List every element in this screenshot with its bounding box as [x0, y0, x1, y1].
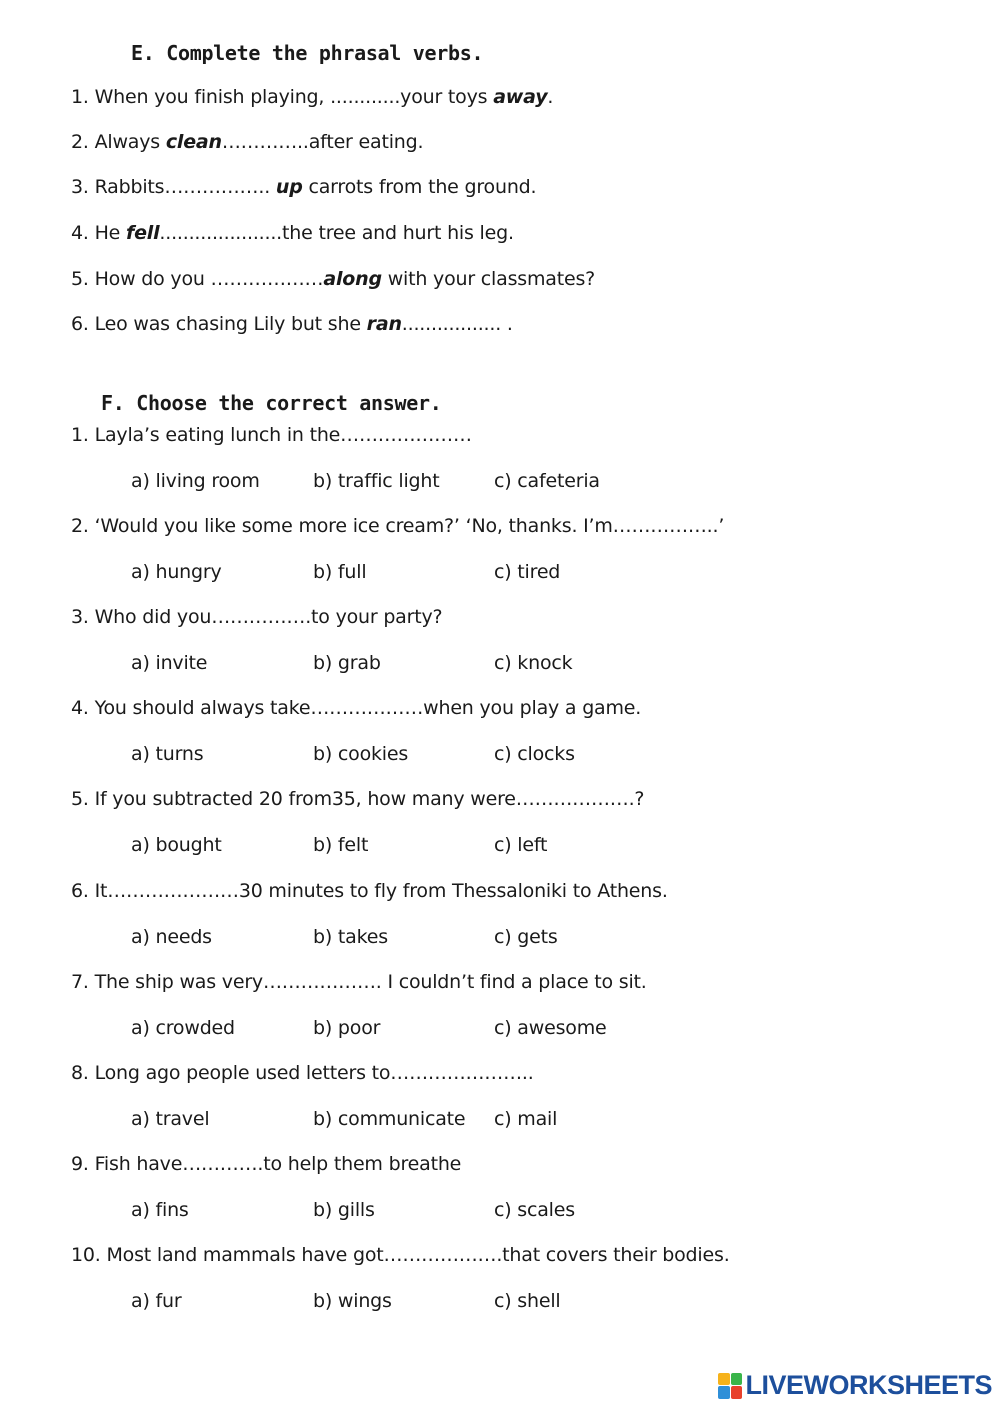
- answer-option[interactable]: c) knock: [494, 652, 573, 674]
- question-4: 4. You should always take………………when you play a game.: [71, 697, 642, 719]
- e-item-num: 2.: [71, 131, 95, 153]
- question-2: 2. ‘Would you like some more ice cream?’ ‘No, thanks. I’m……………..’: [71, 515, 725, 537]
- answer-option[interactable]: a) fins: [131, 1199, 189, 1221]
- question-5: 5. If you subtracted 20 from35, how many were……………….?: [71, 788, 645, 810]
- answer-option[interactable]: c) cafeteria: [494, 470, 600, 492]
- answer-option[interactable]: a) needs: [131, 926, 212, 948]
- e-item-num: 4.: [71, 222, 95, 244]
- answer-option[interactable]: c) left: [494, 834, 548, 856]
- answer-option[interactable]: b) cookies: [313, 743, 409, 765]
- e-item-text: How do you ………………: [94, 268, 324, 290]
- e-item-text: .: [547, 86, 554, 108]
- answer-option[interactable]: c) gets: [494, 926, 558, 948]
- question-8: 8. Long ago people used letters to…………………..: [71, 1062, 534, 1084]
- answer-option[interactable]: a) turns: [131, 743, 204, 765]
- answer-option[interactable]: b) felt: [313, 834, 369, 856]
- answer-option[interactable]: c) clocks: [494, 743, 575, 765]
- e-item-text: with your classmates?: [381, 268, 596, 290]
- e-item-text: Rabbits……………..: [94, 176, 276, 198]
- e-item-6: [71, 313, 513, 335]
- e-item-key-word: away: [493, 86, 548, 108]
- e-item-4: [71, 222, 514, 244]
- brand-name: LIVEWORKSHEETS: [745, 1370, 992, 1400]
- e-item-5: [71, 268, 595, 290]
- liveworksheets-icon: [718, 1373, 742, 1399]
- e-item-num: 5.: [71, 268, 95, 290]
- e-item-text: When you finish playing, ............your toys: [94, 86, 494, 108]
- answer-option[interactable]: c) mail: [494, 1108, 558, 1130]
- answer-option[interactable]: b) communicate: [313, 1108, 466, 1130]
- answer-option[interactable]: a) invite: [131, 652, 208, 674]
- e-item-text: ................. .: [401, 313, 513, 335]
- e-item-key-word: along: [323, 268, 382, 290]
- e-item-num: 6.: [71, 313, 95, 335]
- e-item-1: [71, 86, 553, 108]
- e-item-3: [71, 176, 536, 198]
- e-item-text: carrots from the ground.: [302, 176, 537, 198]
- e-item-2: [71, 131, 423, 153]
- question-10: 10. Most land mammals have got……………….that covers their bodies.: [71, 1244, 730, 1266]
- answer-option[interactable]: a) hungry: [131, 561, 222, 583]
- answer-option[interactable]: b) grab: [313, 652, 381, 674]
- answer-option[interactable]: a) fur: [131, 1290, 182, 1312]
- question-6: 6. It…………………30 minutes to fly from Thessaloniki to Athens.: [71, 880, 668, 902]
- answer-option[interactable]: a) crowded: [131, 1017, 235, 1039]
- e-item-key-word: up: [275, 176, 303, 198]
- answer-option[interactable]: b) takes: [313, 926, 388, 948]
- e-item-text: Always: [94, 131, 166, 153]
- e-item-num: 3.: [71, 176, 95, 198]
- answer-option[interactable]: b) gills: [313, 1199, 375, 1221]
- e-item-key-word: clean: [165, 131, 222, 153]
- answer-option[interactable]: b) wings: [313, 1290, 392, 1312]
- e-item-text: He: [94, 222, 126, 244]
- section-f-heading: F. Choose the correct answer.: [101, 391, 442, 415]
- e-item-text: …………..after eating.: [221, 131, 424, 153]
- question-9: 9. Fish have………….to help them breathe: [71, 1153, 462, 1175]
- answer-option[interactable]: b) full: [313, 561, 367, 583]
- question-1: 1. Layla’s eating lunch in the…………………: [71, 424, 472, 446]
- section-e-heading: E. Complete the phrasal verbs.: [131, 41, 484, 65]
- answer-option[interactable]: c) awesome: [494, 1017, 607, 1039]
- answer-option[interactable]: c) tired: [494, 561, 561, 583]
- answer-option[interactable]: b) poor: [313, 1017, 381, 1039]
- answer-option[interactable]: a) living room: [131, 470, 260, 492]
- liveworksheets-logo: [718, 1370, 992, 1401]
- e-item-text: Leo was chasing Lily but she: [94, 313, 367, 335]
- answer-option[interactable]: a) travel: [131, 1108, 210, 1130]
- answer-option[interactable]: c) shell: [494, 1290, 561, 1312]
- e-item-key-word: ran: [366, 313, 402, 335]
- question-7: 7. The ship was very………………. I couldn’t find a place to sit.: [71, 971, 647, 993]
- question-3: 3. Who did you…………….to your party?: [71, 606, 443, 628]
- e-item-text: .....................the tree and hurt his leg.: [159, 222, 514, 244]
- answer-option[interactable]: a) bought: [131, 834, 222, 856]
- answer-option[interactable]: c) scales: [494, 1199, 575, 1221]
- e-item-key-word: fell: [126, 222, 160, 244]
- answer-option[interactable]: b) traffic light: [313, 470, 440, 492]
- e-item-num: 1.: [71, 86, 95, 108]
